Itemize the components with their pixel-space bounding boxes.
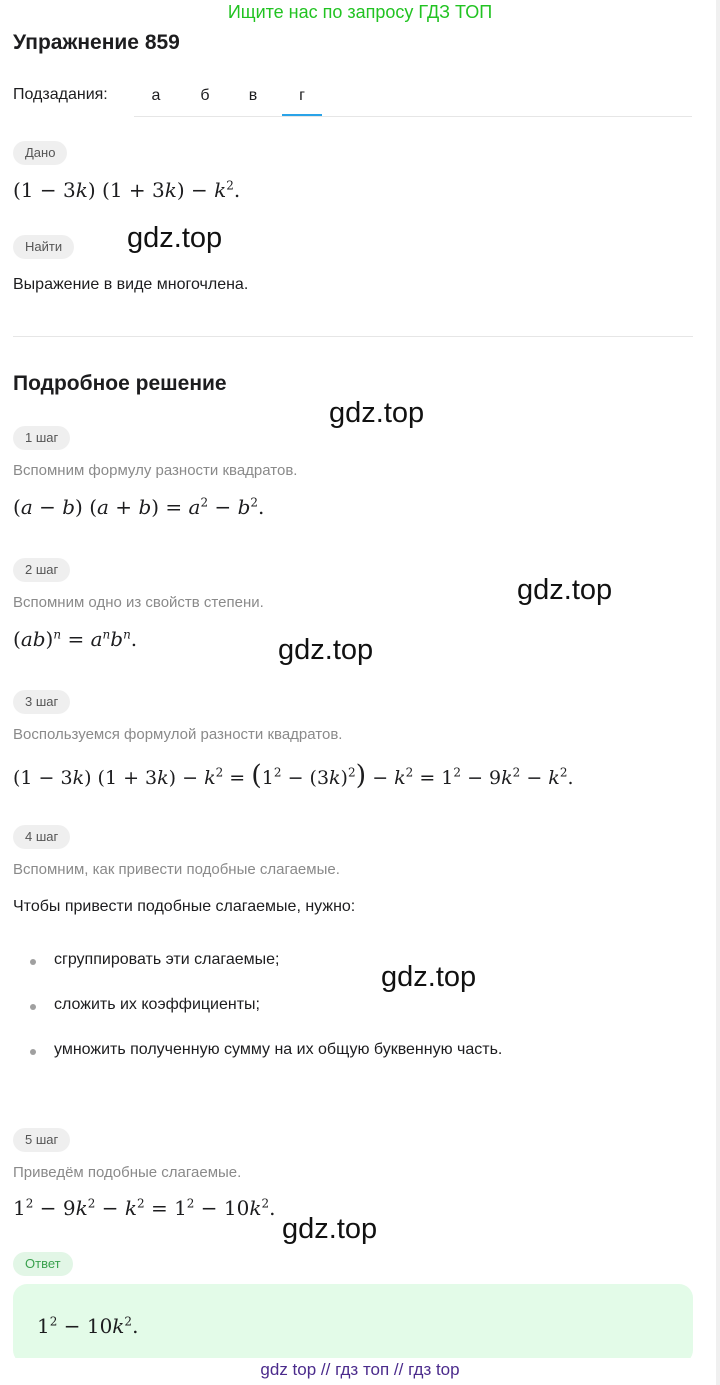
subtasks-label: Подзадания: (13, 86, 108, 103)
step-3-badge-wrap (13, 690, 70, 714)
step-3-formula: (1 − 3k) $(1 + 3k) - k^2 = (1^2 - (3k)^2) - k^2 = 1^2 - 9k^2 - k^2$. (13, 760, 574, 791)
bullet-dot (30, 1004, 36, 1010)
step-3-badge: 3 шаг (13, 690, 70, 714)
answer-badge-wrap (13, 1252, 73, 1276)
step-5-badge-wrap (13, 1128, 70, 1152)
step-5-badge: 5 шаг (13, 1128, 70, 1152)
watermark: gdz.top (127, 222, 223, 254)
given-section (13, 141, 67, 165)
bullet-dot (30, 959, 36, 965)
step-4-hint: Вспомним, как привести подобные слагаемые. (13, 861, 340, 878)
bullet-item-2: сложить их коэффициенты; (54, 996, 260, 1013)
answer-badge: Ответ (13, 1252, 73, 1276)
watermark: gdz.top (282, 1213, 378, 1245)
watermark: gdz.top (329, 397, 425, 429)
footer-watermark: gdz top // гдз топ // гдз top (0, 1358, 720, 1385)
step-5-formula: $1^2 - 9k^2 - k^2 = 1^2 - 10k^2$. (13, 1196, 276, 1220)
divider (13, 336, 693, 337)
find-text: Выражение в виде многочлена. (13, 276, 249, 293)
subtasks-tabs (134, 80, 692, 117)
watermark: gdz.top (517, 574, 613, 606)
step-1-formula: (a − b) $(a + b) = a^2 - b^2$. (13, 495, 265, 519)
step-5-hint: Приведём подобные слагаемые. (13, 1164, 242, 1181)
step-4-badge-wrap (13, 825, 70, 849)
step-2-badge-wrap (13, 558, 70, 582)
step-1-badge: 1 шаг (13, 426, 70, 450)
answer-expression: $1^2 - 10k^2$. (37, 1314, 139, 1338)
bullet-item-3: умножить полученную сумму на их общую буквенную часть. (54, 1041, 503, 1058)
given-badge: Дано (13, 141, 67, 165)
step-4-intro: Чтобы привести подобные слагаемые, нужно: (13, 898, 356, 915)
tab-a[interactable]: а (151, 87, 161, 104)
tab-v[interactable]: в (248, 87, 258, 104)
answer-box (13, 1284, 693, 1364)
scrollbar[interactable] (716, 0, 720, 1385)
page-title: Упражнение 859 (13, 31, 180, 54)
step-2-badge: 2 шаг (13, 558, 70, 582)
step-3-hint: Воспользуемся формулой разности квадратов. (13, 726, 343, 743)
solution-title: Подробное решение (13, 372, 227, 395)
search-banner: Ищите нас по запросу ГДЗ ТОП (227, 2, 493, 22)
bullet-dot (30, 1049, 36, 1055)
step-1-badge-wrap (13, 426, 70, 450)
given-expression: (1 − 3k) $(1 + 3k) - k^2$. (13, 178, 241, 202)
step-2-hint: Вспомним одно из свойств степени. (13, 594, 264, 611)
find-section (13, 235, 74, 259)
find-badge: Найти (13, 235, 74, 259)
tab-b[interactable]: б (200, 87, 210, 104)
watermark: gdz.top (278, 634, 374, 666)
watermark: gdz.top (381, 961, 477, 993)
step-4-badge: 4 шаг (13, 825, 70, 849)
tab-g[interactable]: г (282, 80, 322, 116)
step-1-hint: Вспомним формулу разности квадратов. (13, 462, 298, 479)
step-2-formula: $(ab)^n = a^nb^n$. (13, 627, 138, 651)
bullet-item-1: сгруппировать эти слагаемые; (54, 951, 280, 968)
